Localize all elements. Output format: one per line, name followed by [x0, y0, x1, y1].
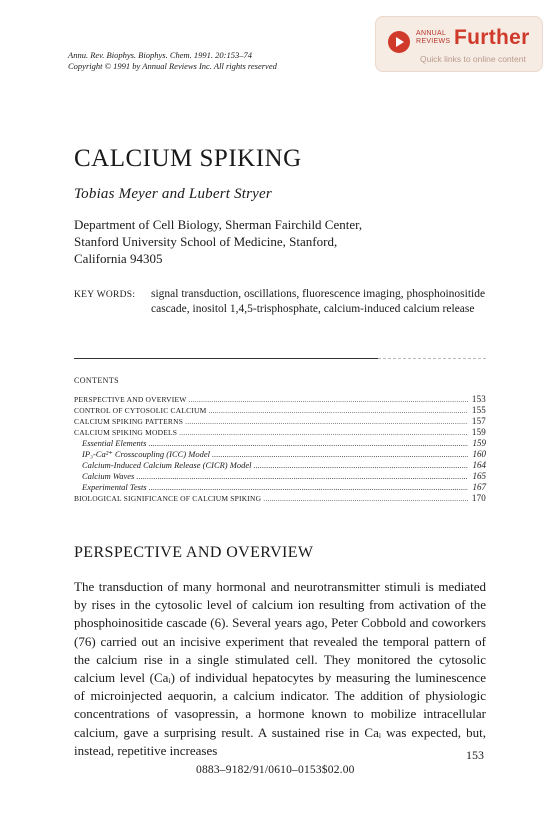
toc-entry-page: 159	[472, 438, 486, 448]
citation-copyright: Copyright © 1991 by Annual Reviews Inc. All rights reserved	[68, 61, 277, 71]
toc-leader-dots	[209, 406, 469, 415]
toc-entry[interactable]	[74, 416, 486, 427]
affiliation	[74, 216, 362, 267]
toc-entry-page: 155	[471, 405, 486, 415]
annual-reviews-further-badge[interactable]	[375, 16, 543, 72]
toc-entry[interactable]	[74, 482, 486, 493]
divider-faint	[378, 358, 486, 359]
toc-entry-label: IP₃-Ca²⁺ Crosscoupling (ICC) Model	[82, 449, 210, 459]
affiliation-line: California 94305	[74, 251, 163, 266]
toc-entry-label: Calcium Waves	[82, 471, 135, 481]
toc-entry-page: 153	[471, 394, 486, 404]
toc-entry-page: 159	[471, 427, 486, 437]
badge-annual-text: ANNUAL	[416, 30, 447, 37]
toc-entry-label: CONTROL OF CYTOSOLIC CALCIUM	[74, 406, 207, 415]
toc-leader-dots	[136, 471, 468, 481]
keywords-label: KEY WORDS:	[74, 290, 136, 300]
badge-subtitle: Quick links to online content	[420, 54, 526, 64]
affiliation-line: Stanford University School of Medicine, Stanford,	[74, 234, 338, 249]
toc-entry-page: 164	[472, 460, 486, 470]
toc-entry[interactable]	[74, 427, 486, 438]
citation	[68, 50, 277, 72]
toc-entry-label: BIOLOGICAL SIGNIFICANCE OF CALCIUM SPIKING	[74, 494, 262, 503]
divider	[74, 358, 378, 359]
toc-entry[interactable]	[74, 471, 486, 482]
toc-entry-page: 160	[472, 449, 486, 459]
toc-entry[interactable]	[74, 405, 486, 416]
toc-entry[interactable]	[74, 394, 486, 405]
toc-leader-dots	[149, 482, 468, 492]
badge-reviews-text: REVIEWS	[416, 38, 451, 45]
section-heading: PERSPECTIVE AND OVERVIEW	[74, 544, 314, 561]
toc-entry[interactable]	[74, 449, 486, 460]
toc-leader-dots	[179, 428, 468, 437]
affiliation-line: Department of Cell Biology, Sherman Fairchild Center,	[74, 217, 363, 232]
badge-annual-reviews-label	[416, 30, 450, 46]
toc-entry-page: 157	[471, 416, 486, 426]
toc-entry-page: 170	[471, 493, 486, 503]
article-authors: Tobias Meyer and Lubert Stryer	[74, 186, 272, 202]
toc-entry[interactable]	[74, 438, 486, 449]
toc-entry-page: 167	[472, 482, 486, 492]
toc-leader-dots	[212, 449, 468, 459]
toc-entry[interactable]	[74, 460, 486, 471]
toc-entry-page: 165	[472, 471, 486, 481]
keywords-text: signal transduction, oscillations, fluorescence imaging, phosphoinositide cascade, inositol 1,4,5-trisphosphate, calcium-induced calcium release	[151, 288, 486, 315]
toc-entry-label: CALCIUM SPIKING PATTERNS	[74, 417, 184, 426]
contents-heading: CONTENTS	[74, 376, 119, 385]
article-title: CALCIUM SPIKING	[74, 145, 302, 172]
badge-further-label: Further	[454, 26, 530, 49]
toc-leader-dots	[253, 460, 468, 470]
toc-entry-label: CALCIUM SPIKING MODELS	[74, 428, 178, 437]
toc-leader-dots	[263, 494, 468, 503]
toc-entry[interactable]	[74, 493, 486, 504]
table-of-contents	[74, 394, 486, 504]
article-code: 0883–9182/91/0610–0153$02.00	[196, 764, 355, 776]
toc-leader-dots	[185, 417, 468, 426]
body-paragraph: The transduction of many hormonal and neurotransmitter stimuli is mediated by rises in the cytosolic level of calcium ion resulting from activation of the phosphoinositide cascade (6). Several years ago, Peter Cobbold and coworkers (76) carried out an incisive experiment that revealed the temporal pattern of the calcium rise in a single stimulated cell. They monitored the cytosolic calcium level (Caᵢ) of individual hepatocytes by measuring the luminescence of microinjected aequorin, a calcium indicator. The addition of physiologic concentrations of vasopressin, a hormone known to mobilize intracellular calcium, gave a surprising result. A sustained rise in Caᵢ was expected, but, instead, repetitive increases	[74, 579, 486, 758]
toc-leader-dots	[189, 395, 468, 404]
citation-journal: Annu. Rev. Biophys. Biophys. Chem. 1991. 20:153–74	[68, 50, 252, 60]
toc-entry-label: Calcium-Induced Calcium Release (CICR) Model	[82, 460, 252, 470]
toc-leader-dots	[148, 438, 468, 448]
toc-entry-label: Experimental Tests	[82, 482, 147, 492]
toc-entry-label: Essential Elements	[82, 438, 147, 448]
toc-entry-label: PERSPECTIVE AND OVERVIEW	[74, 395, 187, 404]
play-icon	[388, 31, 410, 53]
page-number: 153	[466, 748, 484, 762]
